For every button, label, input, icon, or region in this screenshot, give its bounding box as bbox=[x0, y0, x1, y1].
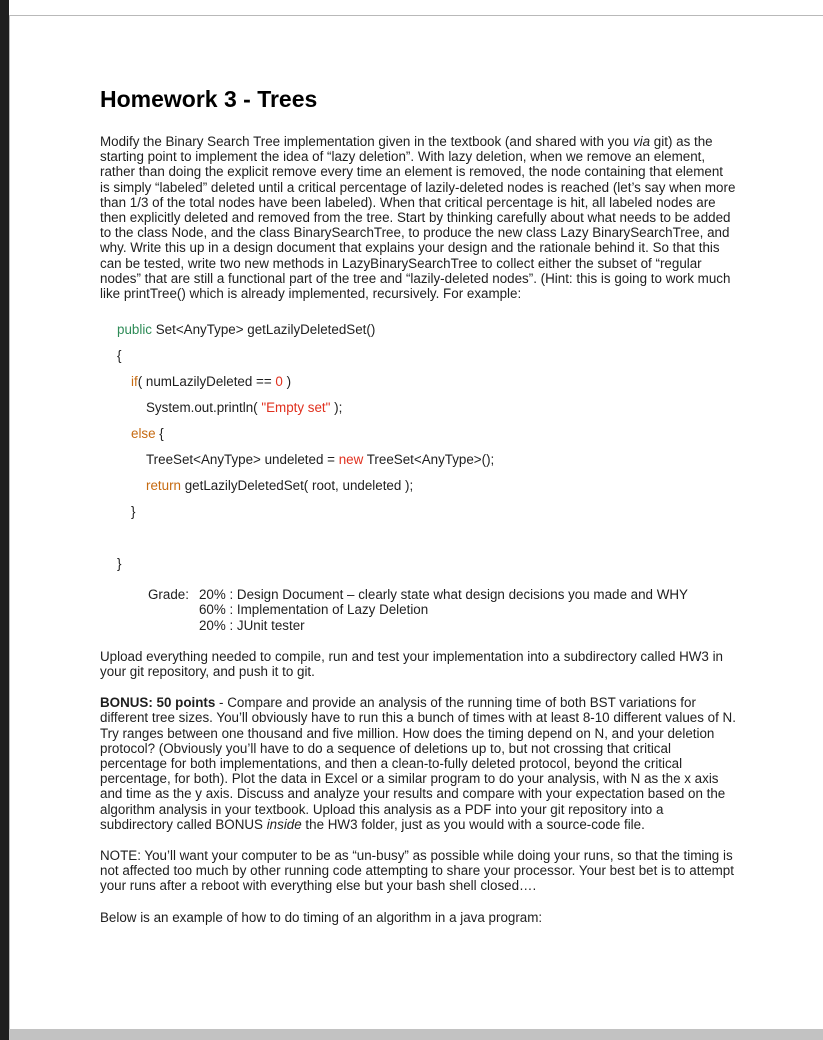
code-token-green: public bbox=[117, 322, 152, 338]
text-segment: BONUS: 50 points bbox=[100, 695, 216, 711]
grade-label: Grade: bbox=[148, 587, 189, 603]
code-token: TreeSet<AnyType> undeleted = bbox=[146, 452, 339, 468]
code-blank-line bbox=[100, 525, 736, 551]
upload-paragraph bbox=[100, 649, 736, 679]
code-token: ) bbox=[282, 374, 292, 390]
code-token: getLazilyDeletedSet( root, undeleted ); bbox=[180, 478, 414, 494]
intro-paragraph bbox=[100, 134, 736, 301]
code-line bbox=[100, 317, 736, 343]
note-paragraph bbox=[100, 848, 736, 894]
code-token: { bbox=[155, 426, 164, 442]
below-paragraph bbox=[100, 910, 736, 925]
grade-item-junit: 20% : JUnit tester bbox=[198, 617, 305, 633]
document-page bbox=[9, 15, 823, 1031]
bonus-paragraph bbox=[100, 695, 736, 832]
document-content bbox=[100, 86, 736, 941]
code-line bbox=[100, 421, 736, 447]
text-segment: the HW3 folder, just as you would with a source-code file. bbox=[301, 816, 645, 832]
code-line bbox=[100, 473, 736, 499]
code-token: } bbox=[131, 504, 136, 520]
page-title: Homework 3 - Trees bbox=[100, 86, 318, 112]
code-token-red: 0 bbox=[275, 374, 283, 390]
grade-item-design: 20% : Design Document – clearly state what design decisions you made and WHY bbox=[198, 587, 688, 603]
window-left-edge bbox=[0, 0, 9, 1040]
code-token-orange: else bbox=[131, 426, 156, 442]
code-token-orange: return bbox=[146, 478, 181, 494]
text-segment: Upload everything needed to compile, run and test your implementation into a subdirectory called HW3 in your git repository, and push it to git. bbox=[100, 648, 724, 680]
text-segment: Below is an example of how to do timing of an algorithm in a java program: bbox=[100, 909, 543, 925]
code-token: { bbox=[117, 348, 122, 364]
text-segment: git) as the starting point to implement the idea of “lazy deletion”. With lazy deletion, when we remove an element, rather than doing the explicit remove every time an element is removed, the node containing that element is simply “labeled” deleted until a critical percentage of lazily-deleted nodes is reached (let’s say when more than 1/3 of the total nodes have been labeled). When that critical percentage is hit, all labeled nodes are then explicitly deleted and removed from the tree. Start by thinking carefully about what needs to be added to the class Node, and the class BinarySearchTree, to produce the new class Lazy BinarySearchTree, and why. Write this up in a design document that explains your design and the rationale behind it. So that this can be tested, write two new methods in LazyBinarySearchTree to collect either the subset of “regular nodes” that are still a functional part of the tree and “lazily-deleted nodes”. (Hint: this is going to work much like printTree() which is already implemented, recursively. For example: bbox=[100, 134, 736, 302]
grade-item-implementation: 60% : Implementation of Lazy Deletion bbox=[198, 602, 429, 618]
code-token: Set<AnyType> getLazilyDeletedSet() bbox=[152, 322, 376, 338]
grade-section bbox=[148, 587, 736, 633]
code-token-red: new bbox=[338, 452, 364, 468]
code-token: TreeSet<AnyType>(); bbox=[363, 452, 495, 468]
code-token-red: "Empty set" bbox=[261, 400, 331, 416]
code-token: ( numLazilyDeleted == bbox=[137, 374, 276, 390]
code-block bbox=[100, 317, 736, 577]
code-token: System.out.println( bbox=[146, 400, 262, 416]
code-token-orange: if bbox=[131, 374, 138, 390]
text-segment: inside bbox=[266, 816, 302, 832]
text-segment: via bbox=[632, 134, 651, 149]
code-token: ); bbox=[330, 400, 343, 416]
text-segment: NOTE: You’ll want your computer to be as “un-busy” as possible while doing your runs, so that the timing is not affected too much by other running code attempting to share your processor. Your best bet is to attempt your runs after a reboot with everything else but your bash shell closed…. bbox=[100, 848, 734, 894]
code-line bbox=[100, 369, 736, 395]
code-line bbox=[100, 395, 736, 421]
text-segment: - Compare and provide an analysis of the running time of both BST variations for different tree sizes. You’ll obviously have to run this a bunch of times with at least 8-10 different values of N. Try ranges between one thousand and five million. How does the timing depend on N, and your deletion protocol? (Obviously you’ll have to do a sequence of deletions up to, but not crossing that critical percentage for both implementations, and then a clean-to-fully deleted protocol, beyond the critical percentage, for both). Plot the data in Excel or a similar program to do your analysis, with N as the x axis and time as the y axis. Discuss and analyze your results and compare with your expectation based on the algorithm analysis in your textbook. Upload this analysis as a PDF into your git repository into a subdirectory called BONUS bbox=[100, 695, 736, 832]
code-line bbox=[100, 343, 736, 369]
code-line bbox=[100, 447, 736, 473]
code-line bbox=[100, 551, 736, 577]
code-line bbox=[100, 499, 736, 525]
window-bottom-edge bbox=[0, 1029, 823, 1040]
grade-items bbox=[199, 587, 688, 633]
text-segment: Modify the Binary Search Tree implementation given in the textbook (and shared with you bbox=[100, 134, 633, 149]
code-token: } bbox=[117, 556, 122, 572]
